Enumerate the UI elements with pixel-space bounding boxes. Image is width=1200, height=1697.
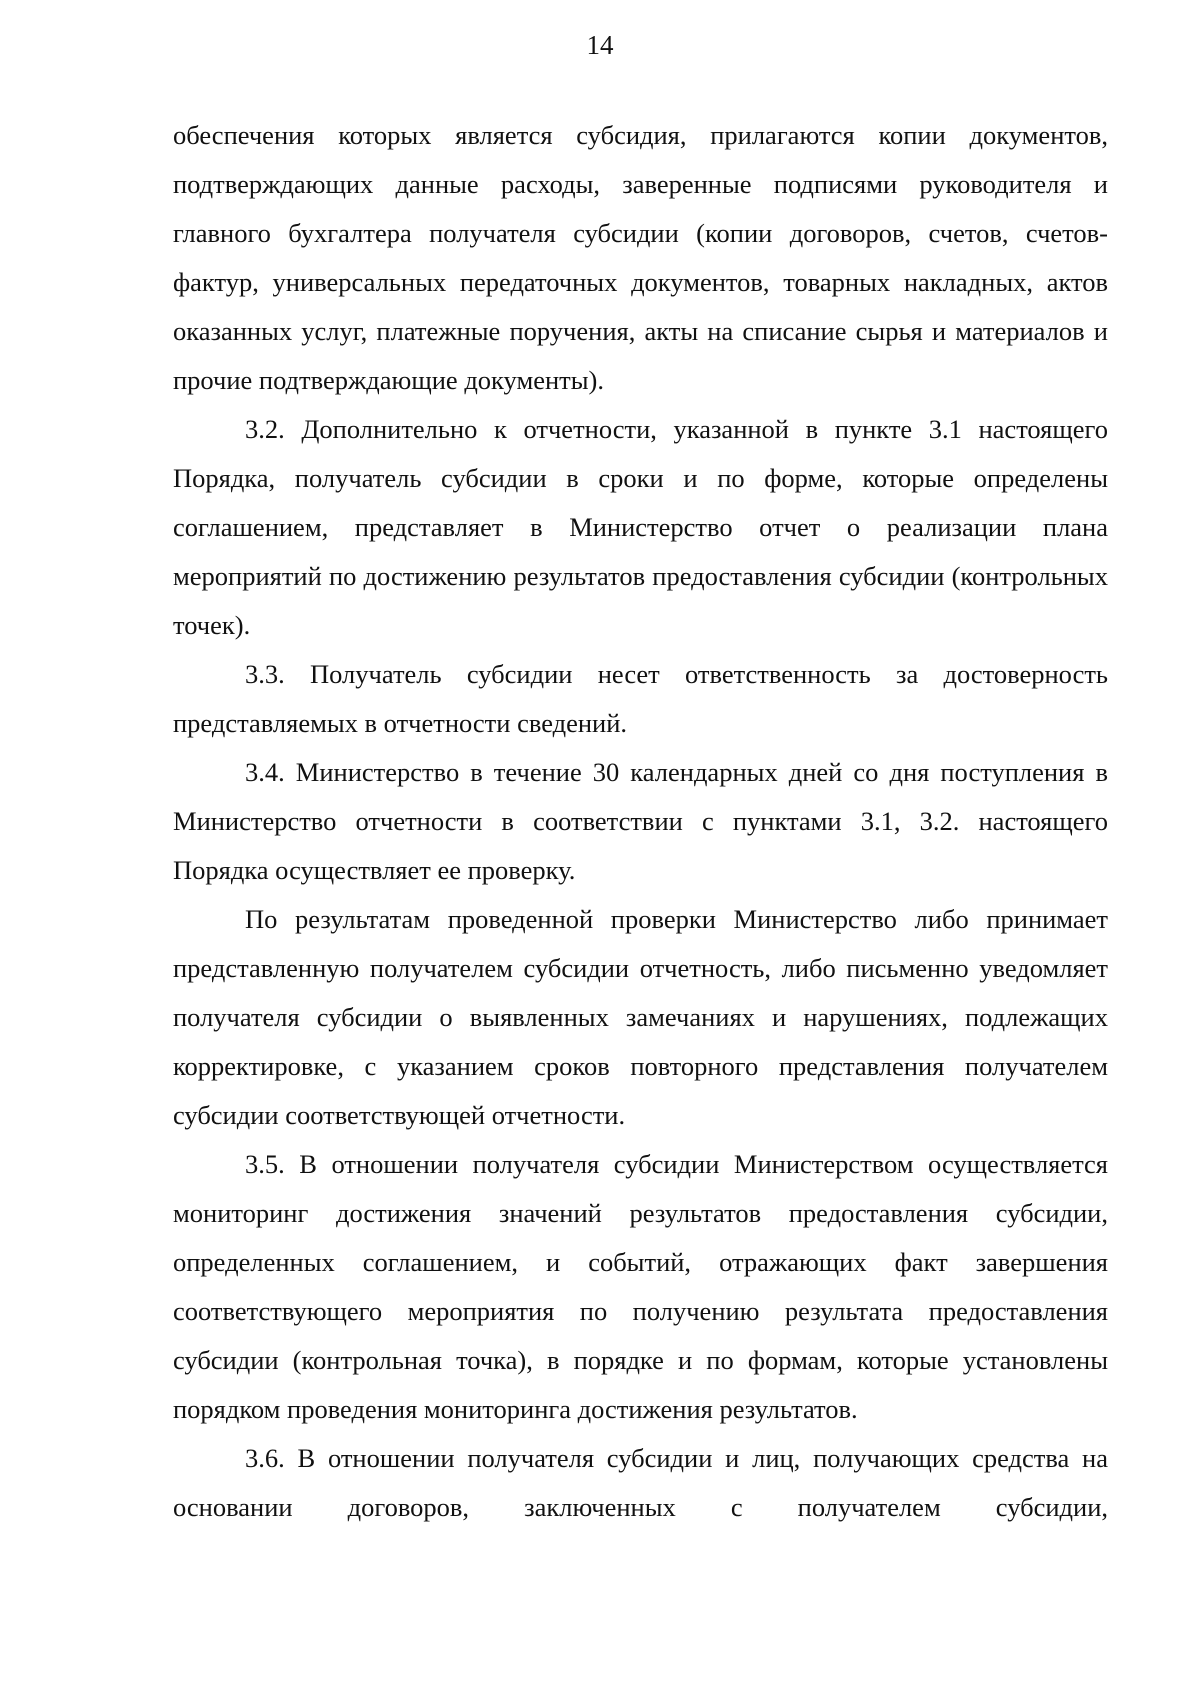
paragraph-continuation: обеспечения которых является субсидия, прилагаются копии документов, подтверждающих данные расходы, заверенные подписями руководителя и главного бухгалтера получателя субсидии (копии договоров, счетов, счетов-фактур, универсальных передаточных документов, товарных накладных, актов оказанных услуг, платежные поручения, акты на списание сырья и материалов и прочие подтверждающие документы).	[173, 120, 1108, 395]
paragraph-3-2: 3.2. Дополнительно к отчетности, указанной в пункте 3.1 настоящего Порядка, получатель субсидии в сроки и по форме, которые определены соглашением, представляет в Министерство отчет о реализации плана мероприятий по достижению результатов предоставления субсидии (контрольных точек).	[173, 414, 1108, 640]
paragraph-3-4: 3.4. Министерство в течение 30 календарных дней со дня поступления в Министерство отчетности в соответствии с пунктами 3.1, 3.2. настоящего Порядка осуществляет ее проверку.	[173, 757, 1108, 885]
paragraph-3-4-results: По результатам проведенной проверки Министерство либо принимает представленную получателем субсидии отчетность, либо письменно уведомляет получателя субсидии о выявленных замечаниях и нарушениях, подлежащих корректировке, с указанием сроков повторного представления получателем субсидии соответствующей отчетности.	[173, 904, 1108, 1130]
paragraph-3-3: 3.3. Получатель субсидии несет ответственность за достоверность представляемых в отчетности сведений.	[173, 659, 1108, 738]
paragraph-3-5: 3.5. В отношении получателя субсидии Министерством осуществляется мониторинг достижения значений результатов предоставления субсидии, определенных соглашением, и событий, отражающих факт завершения соответствующего мероприятия по получению результата предоставления субсидии (контрольная точка), в порядке и по формам, которые установлены порядком проведения мониторинга достижения результатов.	[173, 1149, 1108, 1424]
paragraph-3-6: 3.6. В отношении получателя субсидии и лиц, получающих средства на основании договоров, заключенных с получателем субсидии,	[173, 1443, 1108, 1522]
page-number: 14	[586, 30, 614, 60]
document-body	[173, 111, 1108, 1532]
